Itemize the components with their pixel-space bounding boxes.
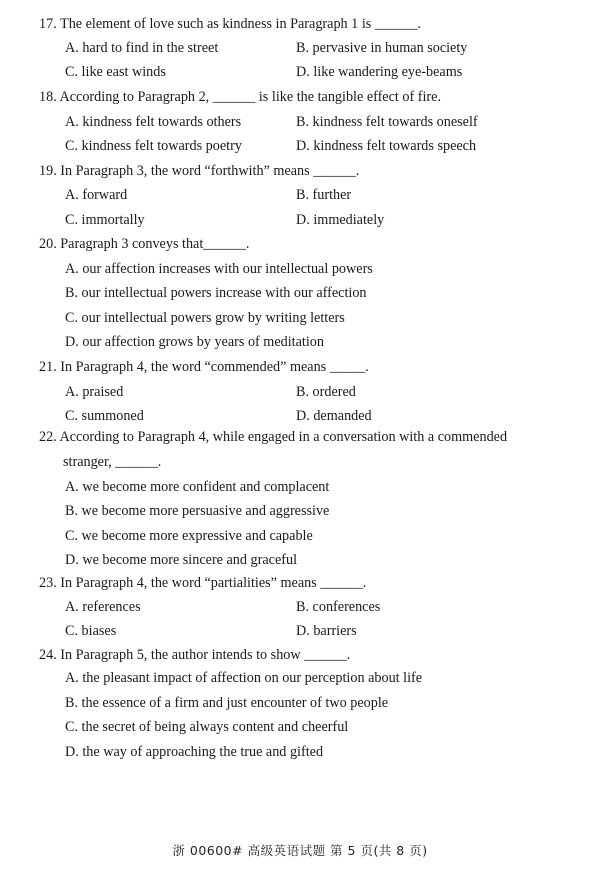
question-21-option-b: B. ordered xyxy=(296,384,356,400)
question-22-option-c: C. we become more expressive and capable xyxy=(65,528,313,544)
question-20-option-a: A. our affection increases with our intellectual powers xyxy=(65,261,373,277)
question-23-option-a: A. references xyxy=(65,599,141,615)
question-17-option-b: B. pervasive in human society xyxy=(296,40,468,56)
question-19-option-a: A. forward xyxy=(65,187,128,203)
question-24-option-c: C. the secret of being always content and cheerful xyxy=(65,719,349,735)
question-18-option-b: B. kindness felt towards oneself xyxy=(296,114,478,130)
question-19-option-b: B. further xyxy=(296,187,352,203)
question-24-stem: 24. In Paragraph 5, the author intends to show ______. xyxy=(39,647,351,663)
question-23-stem: 23. In Paragraph 4, the word “partialities” means ______. xyxy=(39,575,367,591)
question-18-option-d: D. kindness felt towards speech xyxy=(296,138,477,154)
question-17-option-d: D. like wandering eye-beams xyxy=(296,64,463,80)
question-22-option-a: A. we become more confident and complacent xyxy=(65,479,330,495)
question-21-stem: 21. In Paragraph 4, the word “commended” means _____. xyxy=(39,359,369,375)
question-24-option-d: D. the way of approaching the true and gifted xyxy=(65,744,324,760)
question-22-stem: 22. According to Paragraph 4, while engaged in a conversation with a commended xyxy=(39,429,508,445)
question-17-option-a: A. hard to find in the street xyxy=(65,40,219,56)
page-footer: 浙 00600# 高级英语试题 第 5 页(共 8 页) xyxy=(172,843,428,858)
question-21-option-c: C. summoned xyxy=(65,408,144,424)
question-18-stem: 18. According to Paragraph 2, ______ is like the tangible effect of fire. xyxy=(39,89,441,105)
question-23-option-b: B. conferences xyxy=(296,599,381,615)
question-17-stem: 17. The element of love such as kindness in Paragraph 1 is ______. xyxy=(39,16,421,32)
question-24-option-a: A. the pleasant impact of affection on our perception about life xyxy=(65,670,423,686)
question-19-stem: 19. In Paragraph 3, the word “forthwith” means ______. xyxy=(39,163,360,179)
question-23-option-c: C. biases xyxy=(65,623,117,639)
question-18-option-a: A. kindness felt towards others xyxy=(65,114,242,130)
question-22-option-b: B. we become more persuasive and aggressive xyxy=(65,503,330,519)
question-17-option-c: C. like east winds xyxy=(65,64,166,80)
question-21-option-d: D. demanded xyxy=(296,408,372,424)
question-20-option-b: B. our intellectual powers increase with our affection xyxy=(65,285,367,301)
question-19-option-d: D. immediately xyxy=(296,212,385,228)
question-18-option-c: C. kindness felt towards poetry xyxy=(65,138,242,154)
question-21-option-a: A. praised xyxy=(65,384,124,400)
question-22-option-d: D. we become more sincere and graceful xyxy=(65,552,298,568)
question-20-option-c: C. our intellectual powers grow by writing letters xyxy=(65,310,345,326)
question-23-option-d: D. barriers xyxy=(296,623,357,639)
question-20-option-d: D. our affection grows by years of meditation xyxy=(65,334,324,350)
question-24-option-b: B. the essence of a firm and just encounter of two people xyxy=(65,695,389,711)
question-22-stem-continued: stranger, ______. xyxy=(63,454,162,470)
question-19-option-c: C. immortally xyxy=(65,212,145,228)
question-20-stem: 20. Paragraph 3 conveys that______. xyxy=(39,236,250,252)
